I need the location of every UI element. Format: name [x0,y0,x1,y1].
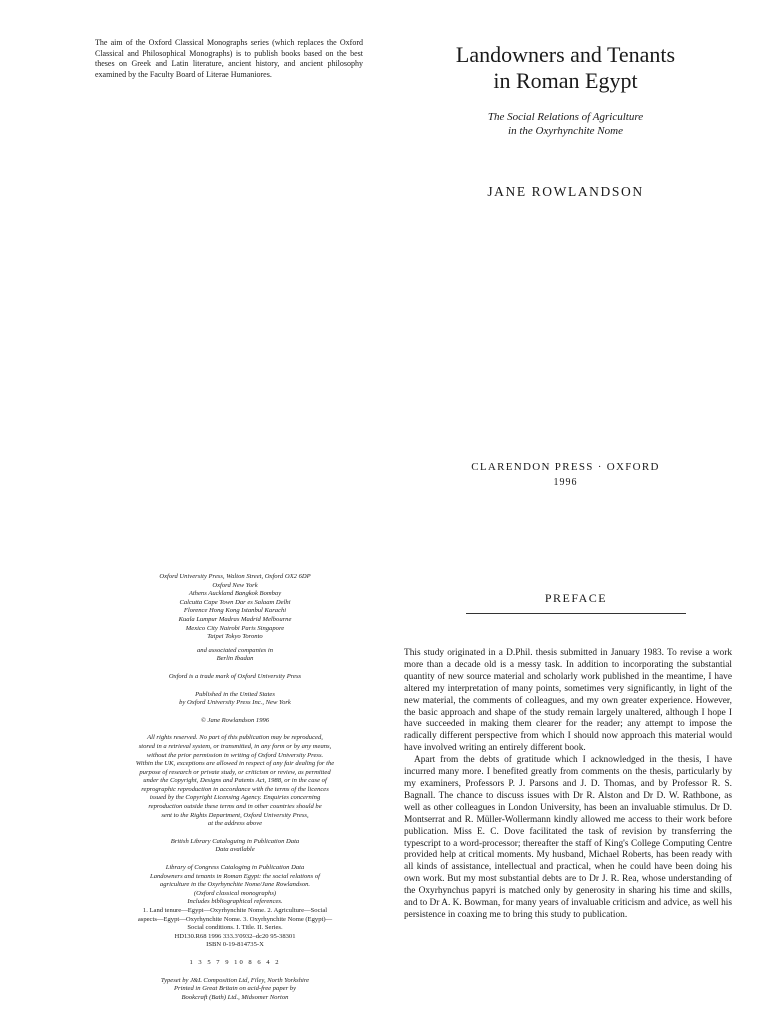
press-address: Oxford University Press, Walton Street, Oxford OX2 6DP [159,573,311,580]
publisher-name: CLARENDON PRESS · OXFORD [471,461,660,473]
rights-line: purpose of research or private study, or criticism or review, as permitted [139,768,331,776]
rights-line: All rights reserved. No part of this publication may be reproduced, [147,734,323,742]
preface-paragraph: Apart from the debts of gratitude which I acknowledged in the thesis, I have incurred many more. I benefited greatly from comments on the thesis, particularly by my examiners, Professors P. J. Parsons and J. D. Thomas, and by Professor R. S. Bagnall. The chance to discuss issues with Dr R. Alston and Dr D. W. Rathbone, as well as other colleagues in London University, has been an invaluable stimulus. Dr D. Montserrat and R. Müller-Wollermann kindly allowed me access to their work before publication. Miss E. C. Dove facilitated the task of revision by transferring the typescript to a word-processor; thereafter the staff of King's College Computing Centre provided help at critical moments. My husband, Michael Roberts, has been ready with all kinds of assistance, intellectual and practical, when he could have been doing his own work. But my most substantial debts are to Dr J. R. Rea, whose understanding of the Oxyrhynchus papyri is matched only by generosity in sharing his time and skills, and to Dr A. K. Bowman, for many years of invaluable criticism and advice, as well his persistence in coaxing me to bring this study to publication. [404,755,732,920]
loc-line: aspects—Egypt—Oxyrhynchite Nome. 3. Oxyrhynchite Nome (Egypt)— [137,915,333,923]
us-publication-line: Published in the United States [195,690,275,698]
rights-line: without the prior permission in writing of Oxford University Press. [146,751,324,759]
book-subtitle [388,110,743,138]
imprint-city-line: Kuala Lumpur Madras Madrid Melbourne [178,615,292,623]
imprint-cities [100,582,370,642]
preface-body [404,648,732,922]
book-title [388,42,743,94]
series-note: The aim of the Oxford Classical Monographs series (which replaces the Oxford Classical and Philosophical Monographs) is to publish books based on the best theses on Greek and Latin literature, ancient history, and ancient philosophy examined by the Faculty Board of Literae Humaniores. [95,38,363,79]
imprint-city-line: Florence Hong Kong Istanbul Karachi [183,607,287,615]
loc-line: agriculture in the Oxyrhynchite Nome/Jane Rowlandson. [159,881,311,889]
imprint-city-line: Taipei Tokyo Toronto [207,633,263,641]
rights-line: Within the UK, exceptions are allowed in respect of any fair dealing for the [135,760,335,768]
publisher-year: 1996 [553,477,578,488]
isbn: ISBN 0-19-814735-X [206,941,264,949]
british-library-heading: British Library Cataloguing in Publication Data [170,837,300,845]
loc-line: (Oxford classical monographs) [193,889,277,897]
loc-line: Landowners and tenants in Roman Egypt: the social relations of [150,872,320,880]
imprint-city-line: Athens Auckland Bangkok Bombay [188,590,282,598]
associated-companies: and associated companies in [196,646,273,654]
imprint-city-line: Mexico City Nairobi Paris Singapore [185,624,285,632]
us-publisher-line: by Oxford University Press Inc., New York [179,699,291,707]
imprint-city-line: Calcutta Cape Town Dar es Salaam Delhi [179,598,291,606]
copyright-notice: © Jane Rowlandson 1996 [200,716,270,724]
loc-line: Includes bibliographical references. [187,898,283,906]
publisher-block [388,461,743,488]
preface-paragraph: This study originated in a D.Phil. thesis submitted in January 1983. To revise a work more than a decade old is a messy task. In addition to incorporating the substantial quantity of new source material and scholarly work published in the meantime, I have altered my interpretation of many points, sometimes very significantly, in light of the new material, the comments of colleagues, and my own greater experience. However, the basic approach and shape of the study remain largely unaltered, although I hope I have succeeded in making them clearer for the reader; any attempt to impose the radically different perspective from which I should now approach this material would have involved writing an entirely different book. [404,648,732,754]
book-subtitle-line2: in the Oxyrhynchite Nome [508,125,623,137]
rights-line: stored in a retrieval system, or transmitted, in any form or by any means, [138,742,332,750]
loc-line: HD130.R68 1996 333.3′0932–dc20 95-38301 [174,932,296,940]
book-subtitle-line1: The Social Relations of Agriculture [487,111,644,123]
book-title-line1: Landowners and Tenants [455,42,676,67]
rights-line: under the Copyright, Designs and Patents Act, 1988, or in the case of [143,777,327,785]
british-library-data: Data available [215,846,255,854]
imprint-block [100,573,370,1002]
printer-line: Printed in Great Britain on acid-free paper by [173,985,297,993]
imprint-city-line: Oxford New York [212,581,258,589]
loc-cataloging [100,864,370,941]
print-run-numbers: 1 3 5 7 9 10 8 6 4 2 [189,958,281,966]
loc-line: Social conditions. I. Title. II. Series. [187,924,283,932]
typesetter-line: Typeset by J&L Composition Ltd, Filey, North Yorkshire [160,976,310,984]
loc-line: Library of Congress Cataloging in Publication Data [165,864,305,872]
rights-line: reprographic reproduction in accordance with the terms of the licences [141,785,329,793]
book-author: JANE ROWLANDSON [487,184,644,199]
loc-line: 1. Land tenure—Egypt—Oxyrhynchite Nome. 2. Agriculture—Social [142,907,328,914]
bookbinder-line: Bookcraft (Bath) Ltd., Midsomer Norton [181,993,289,1001]
preface-heading: PREFACE [544,591,608,605]
book-title-line2: in Roman Egypt [493,68,638,93]
rights-line: at the address above [207,820,263,828]
rights-line: reproduction outside these terms and in other countries should be [148,803,322,811]
title-block [388,42,743,200]
rights-line: issued by the Copyright Licensing Agency. Enquiries concerning [149,794,321,802]
associated-cities: Berlin Ibadan [216,655,254,663]
rights-notice [100,734,370,829]
preface-divider [466,613,686,614]
rights-line: sent to the Rights Department, Oxford University Press, [161,811,309,819]
trademark-notice: Oxford is a trade mark of Oxford University Press [168,672,302,680]
